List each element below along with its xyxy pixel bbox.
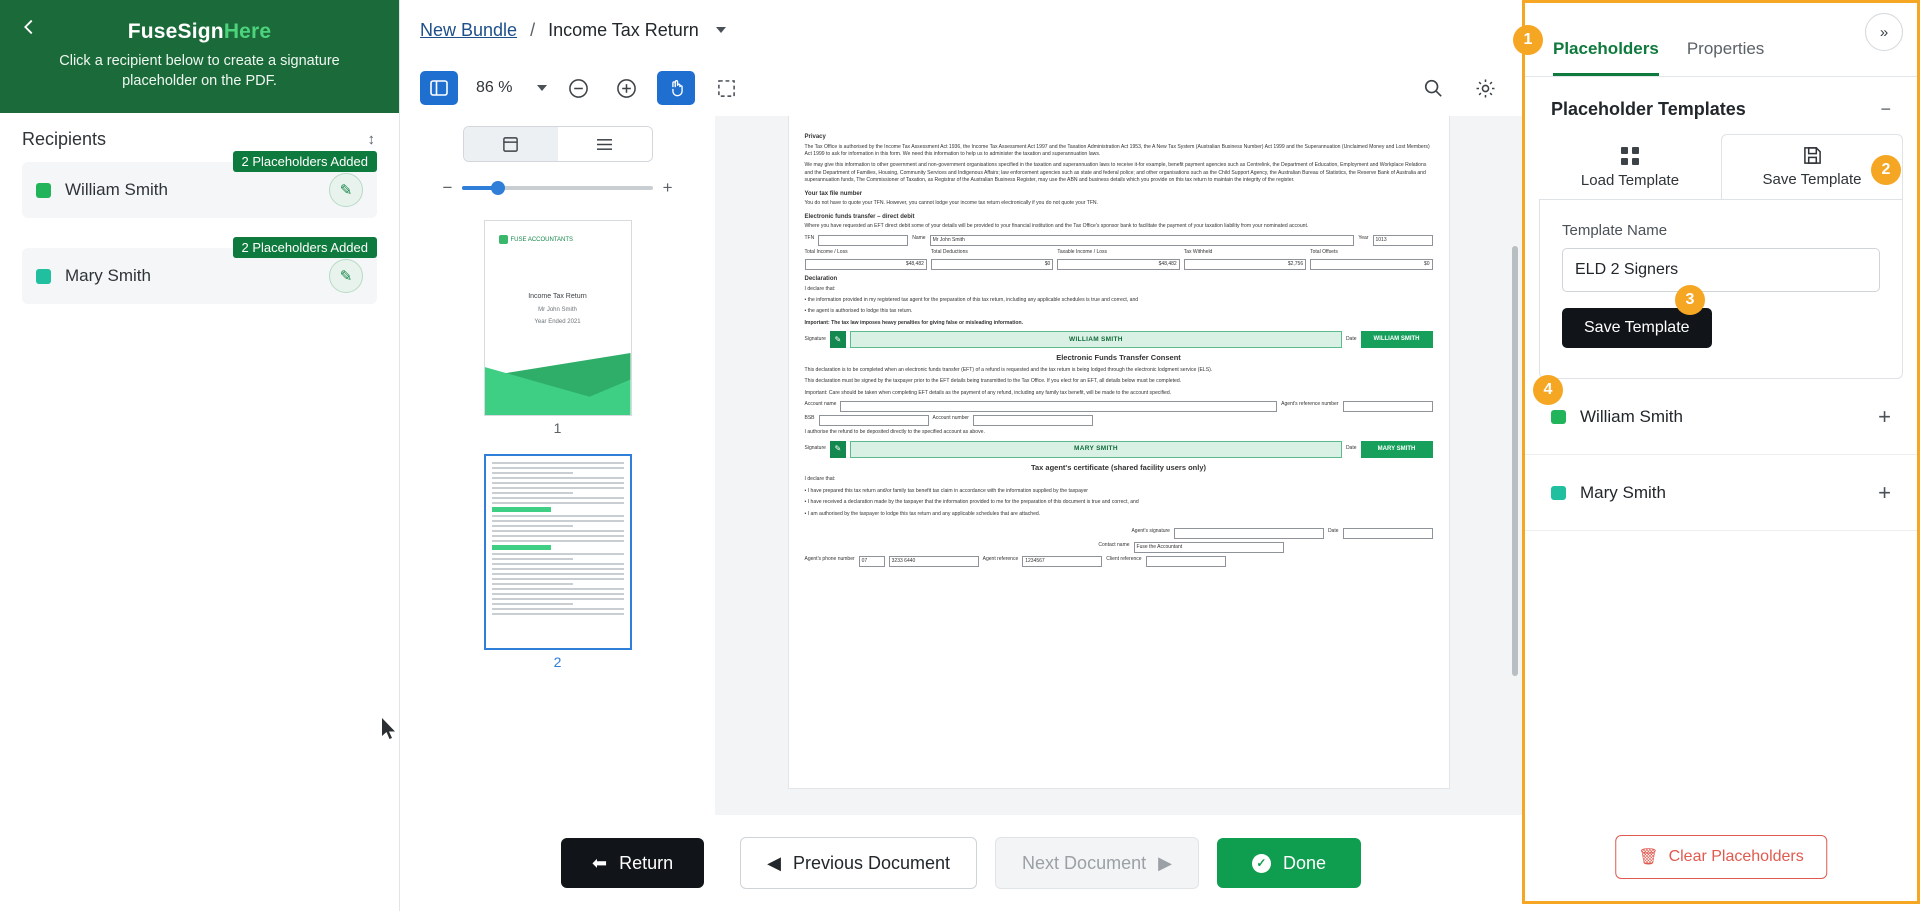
slider-track[interactable]: [462, 186, 652, 190]
plus-icon[interactable]: +: [1878, 479, 1891, 505]
page-thumbnail-2[interactable]: [484, 454, 632, 650]
tfn-name-year-row: [805, 235, 1433, 246]
signer-name: Mary Smith: [1580, 482, 1666, 502]
toolbar-right-group: [1416, 71, 1502, 105]
thumbnail-name: Mr John Smith: [538, 307, 577, 313]
panel-toggle-icon[interactable]: [420, 71, 458, 105]
plus-icon[interactable]: +: [1878, 403, 1891, 429]
load-template-label: Load Template: [1580, 171, 1680, 189]
agent-cert-line-1: I declare that:: [804, 476, 836, 483]
account-number-field[interactable]: [973, 415, 1093, 426]
account-number-label: Account number: [932, 415, 969, 422]
date-placeholder-mary[interactable]: MARY SMITH: [1361, 441, 1433, 458]
signature-label-1: Signature: [804, 336, 826, 342]
tab-placeholders[interactable]: Placeholders: [1553, 39, 1659, 76]
thumbnail-logo-text: FUSE ACCOUNTANTS: [510, 236, 574, 243]
viewer-breadcrumb-bar: [400, 0, 1522, 60]
account-name-label: Account name: [804, 401, 837, 408]
recipient-item-mary[interactable]: [0, 240, 399, 304]
thumbnail-logo: [499, 235, 574, 244]
save-template-button[interactable]: Save Template: [1562, 308, 1712, 348]
agent-cert-line-2: • I have prepared this tax return and/or family tax benefit tax claim in accordance with the information supplied by the taxpayer: [804, 487, 1089, 494]
declaration-heading: Declaration: [804, 275, 838, 282]
agent-reference-number-field[interactable]: [1343, 401, 1433, 412]
placeholders-panel: [1522, 0, 1920, 904]
agent-cert-line-4: • I am authorised by the taxpayer to lodge this tax return and any applicable schedules that are attached.: [804, 510, 1041, 517]
authorise-note: I authorise the refund to be deposited directly to the specified account as above.: [804, 429, 985, 436]
zoom-out-icon[interactable]: [561, 71, 595, 105]
agent-signature-row: [805, 528, 1433, 539]
total-income-value[interactable]: $48,482: [805, 259, 927, 270]
declaration-line-3: • the agent is authorised to lodge this tax return.: [804, 308, 913, 315]
total-offsets-value[interactable]: $0: [1310, 259, 1432, 270]
sidebar-subtitle: Click a recipient below to create a signature placeholder on the PDF.: [59, 53, 340, 89]
eft-heading: Electronic funds transfer – direct debit: [804, 213, 915, 220]
total-offsets-label: Total Offsets: [1310, 248, 1338, 255]
signature-date-label-2: Date: [1345, 445, 1357, 452]
agent-phone-row: [805, 556, 1433, 567]
agent-phone-label: Agent's phone number: [804, 555, 855, 562]
recipient-item-william[interactable]: [0, 154, 399, 218]
thumbnail-zoom-slider[interactable]: [443, 178, 673, 198]
trash-icon: 🗑: [1638, 849, 1659, 866]
agent-date-label: Date: [1327, 527, 1339, 534]
thumbnail-title: Income Tax Return: [528, 293, 587, 300]
done-label: Done: [1282, 852, 1326, 873]
clear-placeholders-label: Clear Placeholders: [1668, 848, 1804, 865]
page-thumbnail-label-2: 2: [553, 654, 562, 670]
contact-name-label: Contact name: [1098, 541, 1130, 548]
sort-icon[interactable]: ↕: [367, 131, 375, 148]
gear-icon[interactable]: [1468, 71, 1502, 105]
step-marker-2: 2: [1871, 155, 1901, 185]
agent-certificate-heading: Tax agent's certificate (shared facility users only): [1030, 462, 1207, 472]
signature-drag-handle-icon[interactable]: ✎: [830, 441, 846, 458]
placeholder-templates-header: [1525, 77, 1917, 134]
back-arrow-icon: ⬅: [592, 852, 608, 873]
step-marker-4: 4: [1533, 375, 1563, 405]
total-deductions-value[interactable]: $0: [931, 259, 1053, 270]
brand-here: Here: [223, 20, 272, 43]
previous-document-button[interactable]: [740, 837, 977, 889]
grid-icon: [1620, 146, 1640, 166]
slider-knob[interactable]: [491, 181, 505, 195]
breadcrumb-separator: /: [530, 19, 536, 40]
template-name-label: Template Name: [1562, 222, 1668, 239]
next-document-label: Next Document: [1022, 852, 1147, 873]
recipient-name: William Smith: [65, 180, 168, 199]
agent-reference-label: Agent reference: [982, 555, 1019, 562]
search-icon[interactable]: [1416, 71, 1450, 105]
declaration-line-2: • the information provided in my registered tax agent for the preparation of this tax return, including any applicable schedules is true and correct, and: [804, 297, 1139, 303]
agent-phone-area-field[interactable]: 07: [859, 556, 885, 567]
load-template-tab[interactable]: [1539, 134, 1721, 200]
signature-placeholder-mary[interactable]: MARY SMITH: [850, 441, 1342, 458]
brand-fuse: Fuse: [127, 20, 178, 43]
page-scrollbar[interactable]: [1512, 246, 1518, 676]
totals-values-row: [805, 259, 1433, 270]
section-title: Placeholder Templates: [1551, 99, 1746, 119]
marquee-select-icon[interactable]: [709, 71, 743, 105]
contact-name-field[interactable]: Fuse the Accountant: [1134, 542, 1284, 553]
privacy-heading: Privacy: [804, 134, 826, 140]
bsb-label: BSB: [804, 415, 815, 422]
next-document-button[interactable]: [995, 837, 1199, 889]
signature-date-label-1: Date: [1345, 336, 1357, 342]
document-viewer: [400, 0, 1522, 911]
chevron-double-right-icon[interactable]: »: [1865, 13, 1903, 51]
zoom-level-value[interactable]: 86 %: [476, 79, 513, 96]
client-reference-label: Client reference: [1106, 555, 1142, 562]
agent-signature-label: Agent's signature: [1131, 527, 1170, 534]
account-name-row: [805, 401, 1433, 412]
signer-color-dot: [1551, 486, 1566, 500]
tfn-label: TFN: [804, 234, 815, 241]
placeholder-count-badge: 2 Placeholders Added: [233, 237, 377, 258]
save-template-label: Save Template: [1762, 171, 1862, 188]
total-deductions-label: Total Deductions: [930, 248, 968, 255]
signer-row-william[interactable]: [1525, 379, 1917, 455]
signature-label-2: Signature: [804, 445, 826, 452]
recipients-title: Recipients: [22, 129, 107, 149]
privacy-paragraph-2: We may give this information to other government and non-government organisations specified in the taxation and superannuation laws to receive it-for example, benefit payment agencies such as Centrelink, the Department of Education, Employment and Workplace Relations and the Department of Families, Housing, Community Services and Indigenous Affairs; law enforcement agencies such as state and federal police; and other organisations such as the Child Support Agency, the Australian Bureau of Statistics, the Reserve Bank of Australia and superannuation funds, The Commissioner of Taxation, as Registrar of the Australian Business Register, may use the ABN and business details which you provide on this tax return to maintain the integrity of the register.: [804, 162, 1427, 184]
thumb-zoom-minus[interactable]: −: [442, 178, 453, 197]
tfn-field[interactable]: [818, 235, 908, 246]
signature-drag-handle-icon[interactable]: ✎: [830, 331, 846, 348]
total-income-label: Total Income / Loss: [804, 248, 848, 255]
breadcrumb-new-bundle[interactable]: New Bundle: [420, 19, 518, 40]
brand-sign: Sign: [177, 20, 224, 43]
hand-icon[interactable]: [657, 71, 695, 105]
privacy-paragraph-1: The Tax Office is authorised by the Income Tax Assessment Act 1936, the Income Tax Assessment Act 1997 and the Taxation Administration Act 1953, the A New Tax System (Australian Business Number) Act 1999 and the Superannuation (Unclaimed Money and Lost Members) Act 1999 to ask for information in this form. We need this information to help us to administer the taxation and superannuation laws.: [804, 143, 1430, 158]
tab-properties[interactable]: Properties: [1686, 39, 1765, 58]
agent-date-field[interactable]: [1343, 528, 1433, 539]
page-thumbnail-1[interactable]: [484, 220, 632, 416]
save-template-body: [1539, 199, 1903, 379]
template-tabs: [1539, 134, 1903, 200]
check-circle-icon: ✓: [1252, 854, 1271, 873]
tax-withheld-value[interactable]: $2,756: [1184, 259, 1306, 270]
prev-triangle-icon: ◀: [767, 852, 781, 873]
eft-consent-p2: This declaration must be signed by the taxpayer prior to the EFT details being transmitted to the Tax Office. If you elect for an EFT, all details below must be completed.: [804, 378, 1182, 385]
recipients-sidebar: [0, 0, 400, 911]
tfn-heading: Your tax file number: [804, 190, 863, 197]
agent-signature-field[interactable]: [1174, 528, 1324, 539]
taxable-income-label: Taxable Income / Loss: [1057, 248, 1108, 255]
agent-phone-field[interactable]: 3233 6440: [889, 556, 979, 567]
name-field[interactable]: Mr John Smith: [930, 235, 1355, 246]
step-marker-1: 1: [1513, 25, 1543, 55]
breadcrumb-current-document: Income Tax Return: [548, 19, 699, 40]
agent-cert-line-3: • I have received a declaration made by the taxpayer that the information provided to me for the preparation of this document is true and correct, and: [804, 499, 1139, 506]
pencil-icon[interactable]: ✎: [329, 259, 363, 293]
thumbnail-panel: [400, 116, 715, 815]
tax-withheld-label: Tax Withheld: [1183, 248, 1213, 255]
signature-row-mary: [805, 441, 1433, 458]
brand-logo: [18, 20, 381, 44]
recipient-color-dot: [36, 183, 51, 198]
date-placeholder-william[interactable]: WILLIAM SMITH: [1361, 331, 1433, 348]
totals-labels-row: [805, 249, 1433, 256]
return-label: Return: [619, 852, 674, 873]
name-label: Name: [912, 234, 926, 241]
page-canvas-area[interactable]: [715, 116, 1522, 815]
signature-row-william: [805, 331, 1433, 348]
client-reference-field[interactable]: [1146, 556, 1226, 567]
thumbnail-page-lines: [492, 462, 624, 642]
save-disk-icon: [1803, 146, 1822, 165]
step-marker-3: 3: [1675, 285, 1705, 315]
year-label: Year: [1358, 234, 1369, 241]
return-button[interactable]: [561, 838, 704, 888]
pencil-icon[interactable]: ✎: [329, 173, 363, 207]
clear-placeholders-button[interactable]: [1615, 835, 1827, 879]
page-thumbnail-label-1: 1: [553, 420, 562, 436]
eft-consent-p3: Important: Care should be taken when completing EFT details as the payment of any refund, including any family tax benefit, will be made to the account specified.: [804, 389, 1172, 396]
placeholder-count-badge: 2 Placeholders Added: [233, 151, 377, 172]
thumbnail-year: Year Ended 2021: [534, 319, 581, 325]
pdf-page[interactable]: [789, 116, 1449, 788]
zoom-in-icon[interactable]: [609, 71, 643, 105]
signer-color-dot: [1551, 410, 1566, 424]
back-arrow-icon[interactable]: [18, 16, 40, 38]
minus-icon[interactable]: −: [1880, 99, 1891, 119]
bsb-field[interactable]: [819, 415, 929, 426]
year-field[interactable]: 1013: [1373, 235, 1433, 246]
viewer-bottom-bar: [400, 815, 1522, 911]
declaration-important-note: Important: The tax law imposes heavy penalties for giving false or misleading information.: [804, 319, 1024, 326]
panel-tabs: [1525, 3, 1917, 77]
eft-consent-heading: Electronic Funds Transfer Consent: [1056, 353, 1181, 363]
tfn-note: You do not have to quote your TFN. However, you cannot lodge your income tax return electronically if you do not quote your TFN.: [804, 200, 1099, 207]
sidebar-header: [0, 0, 399, 113]
chevron-down-icon[interactable]: [716, 27, 726, 33]
account-name-field[interactable]: [840, 401, 1277, 412]
agent-reference-field[interactable]: 1234567: [1022, 556, 1102, 567]
page-view-icon[interactable]: [464, 127, 558, 161]
signer-name: William Smith: [1580, 406, 1683, 426]
bsb-account-row: [805, 415, 1433, 426]
previous-document-label: Previous Document: [792, 852, 951, 873]
taxable-income-value[interactable]: $48,482: [1057, 259, 1179, 270]
zoom-dropdown-chevron-icon[interactable]: [537, 85, 547, 91]
eft-note: Where you have requested an EFT direct debit some of your details will be provided to your financial institution and the Tax Office's sponsor bank to facilitate the payment of your taxation liability from your nominated account.: [804, 223, 1309, 230]
viewer-toolbar: [400, 60, 1522, 116]
agent-reference-number-label: Agent's reference number: [1281, 401, 1339, 408]
thumbnail-view-toggle: [463, 126, 653, 162]
declaration-line-1: I declare that:: [804, 285, 836, 292]
viewer-body: [400, 116, 1522, 815]
list-view-icon[interactable]: [558, 127, 652, 161]
done-button[interactable]: [1217, 838, 1361, 888]
next-triangle-icon: ▶: [1158, 852, 1172, 873]
contact-name-row: [805, 542, 1433, 553]
thumb-zoom-plus[interactable]: +: [662, 178, 673, 197]
recipient-color-dot: [36, 269, 51, 284]
signer-row-mary[interactable]: [1525, 455, 1917, 531]
template-name-input[interactable]: [1562, 248, 1880, 292]
recipient-name: Mary Smith: [65, 266, 151, 285]
signature-placeholder-william[interactable]: WILLIAM SMITH: [850, 331, 1342, 348]
eft-consent-p1: This declaration is to be completed when an electronic funds transfer (EFT) of a refund is requested and the tax return is being lodged through the electronic lodgment service (ELS).: [804, 367, 1213, 373]
